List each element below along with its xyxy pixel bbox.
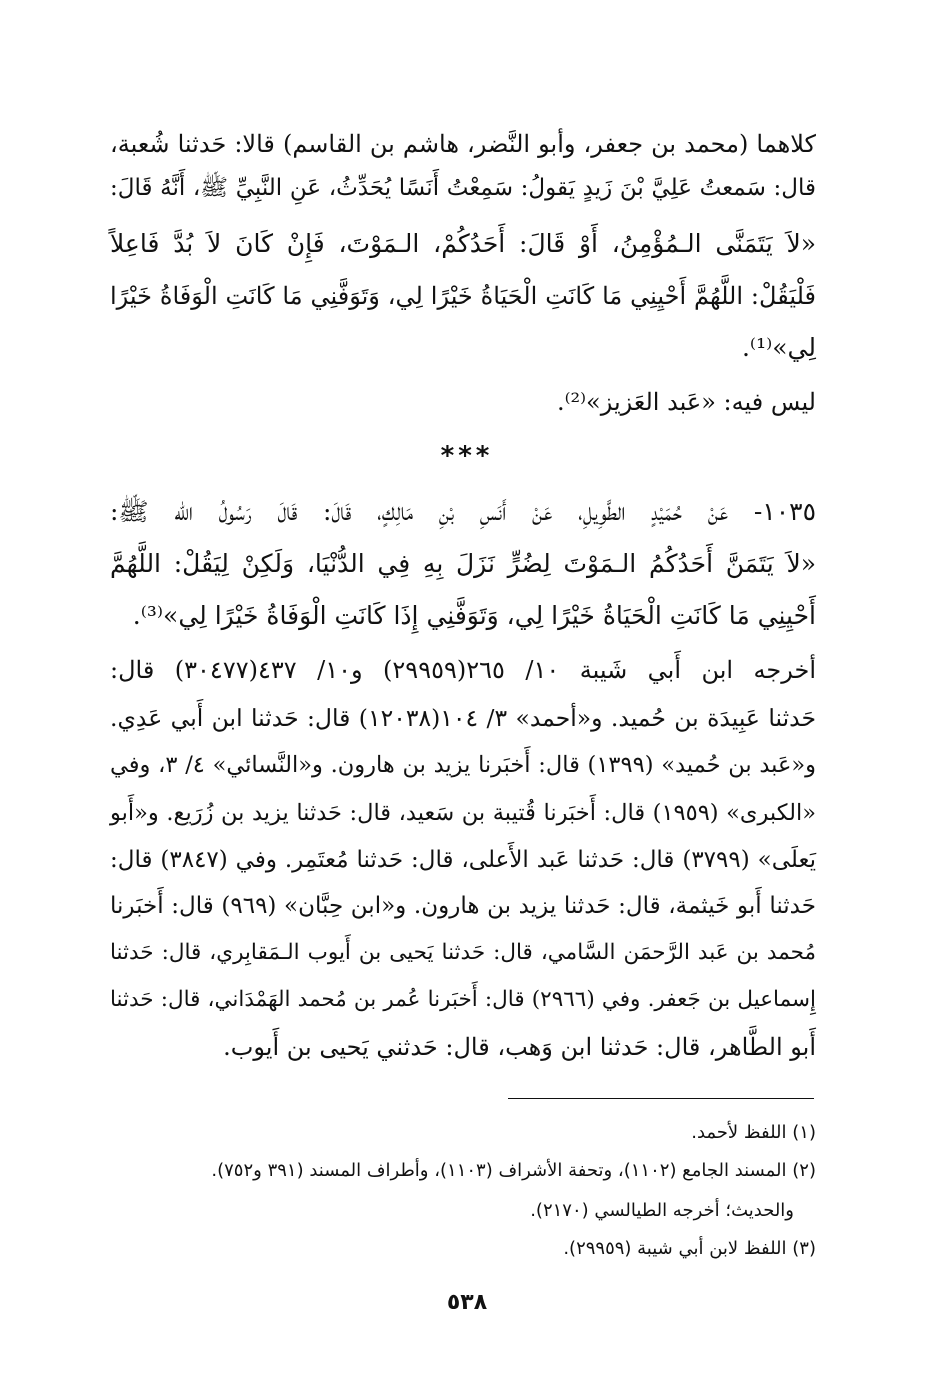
footnote: (١) اللفظ لأحمد. bbox=[691, 1122, 816, 1143]
hadith-line: «لاَ يَتَمَنَّى الـمُؤْمِنُ، أَوْ قَالَ: أَحَدُكُمْ، الـمَوْتَ، فَإِنْ كَانَ لاَ بُدَّ فَاعِلاً bbox=[110, 229, 816, 258]
takhrij-line: أَبو الطَّاهر، قال: حَدثنا ابن وَهب، قال: حَدثني يَحيى بن أَيوب. bbox=[223, 1033, 816, 1061]
footnote: (٢) المسند الجامع (١١٠٢)، وتحفة الأشراف (١١٠٣)، وأطراف المسند (٣٩١ و٧٥٢). bbox=[211, 1160, 816, 1181]
takhrij-line: إِسماعيل بن جَعفر. وفي (٢٩٦٦) قال: أَخبَرنا عُمر بن مُحمد الهَمْدَاني، قال: حَدثنا bbox=[110, 987, 816, 1012]
hadith-line: فَلْيَقُلْ: اللَّهُمَّ أَحْيِنِي مَا كَانَتِ الْحَيَاةُ خَيْرًا لِي، وَتَوَفَّنِي مَا كَانَتِ الْوَفَاةُ خَيْرًا bbox=[110, 282, 816, 310]
takhrij-line: مُحمد بن عَبد الرَّحمَن السَّامي، قال: حَدثنا يَحيى بن أَيوب الـمَقابِري، قال: حَدثنا bbox=[110, 940, 816, 965]
hadith-line: لِي»⁽¹⁾. bbox=[741, 333, 816, 362]
text-line: ليس فيه: «عَبد العَزيز»⁽²⁾. bbox=[556, 388, 816, 416]
hadith-heading-line: ١٠٣٥- عَنْ حُمَيْدٍ الطَّوِيلِ، عَنْ أَنَسِ بْنِ مَالِكٍ، قَالَ: قَالَ رَسُولُ الله ﷺ: bbox=[110, 497, 816, 526]
hadith-line: أَحْيِنِي مَا كَانَتِ الْحَيَاةُ خَيْرًا لِي، وَتَوَفَّنِي إِذَا كَانَتِ الْوَفَاةُ خَيْرًا لِي»⁽³⁾. bbox=[132, 601, 816, 630]
page-number: ٥٣٨ bbox=[446, 1290, 488, 1315]
takhrij-line: حَدثنا أَبو خَيثمة، قال: حَدثنا يزيد بن هارون. و«ابن حِبَّان» (٩٦٩) قال: أَخبَرنا bbox=[110, 893, 816, 919]
hadith-line: «لاَ يَتَمَنَّ أَحَدُكُمُ الـمَوْتَ لِضُرٍّ نَزَلَ بِهِ فِي الدُّنْيَا، وَلَكِنْ لِيَقُلْ: اللَّهُمَّ bbox=[110, 549, 816, 578]
footnote-divider bbox=[508, 1098, 814, 1099]
text-line: كلاهما (محمد بن جعفر، وأبو النَّضر، هاشم بن القاسم) قالا: حَدثنا شُعبة، bbox=[110, 130, 816, 158]
section-separator: *** bbox=[440, 441, 494, 471]
takhrij-line: حَدثنا عَبِيدَة بن حُميد. و«أحمد» ٣/ ١٠٤(١٢٠٣٨) قال: حَدثنا ابن أَبي عَدِي. bbox=[110, 704, 816, 732]
takhrij-line: أخرجه ابن أَبي شَيبة ١٠/ ٢٦٥(٢٩٩٥٩) و١٠/ ٤٣٧(٣٠٤٧٧) قال: bbox=[110, 656, 816, 684]
takhrij-line: يَعلَى» (٣٧٩٩) قال: حَدثنا عَبد الأَعلى، قال: حَدثنا مُعتَمِر. وفي (٣٨٤٧) قال: bbox=[110, 847, 816, 873]
text-line: قال: سَمعتُ عَلِيَّ بْنَ زَيدٍ يَقولُ: سَمِعْتُ أَنَسًا يُحَدِّثُ، عَنِ النَّبِيِّ ﷺ، أَنَّهُ قَالَ: bbox=[110, 175, 816, 201]
footnote-continuation: والحديث؛ أخرجه الطيالسي (٢١٧٠). bbox=[530, 1200, 794, 1221]
takhrij-line: و«عَبد بن حُميد» (١٣٩٩) قال: أَخبَرنا يزيد بن هارون. و«النَّسائي» ٤/ ٣، وفي bbox=[110, 752, 816, 778]
takhrij-line: «الكبرى» (١٩٥٩) قال: أَخبَرنا قُتيبة بن سَعيد، قال: حَدثنا يزيد بن زُرَيع. و«أَبو bbox=[110, 800, 817, 826]
footnote: (٣) اللفظ لابن أبي شيبة (٢٩٩٥٩). bbox=[563, 1238, 816, 1259]
